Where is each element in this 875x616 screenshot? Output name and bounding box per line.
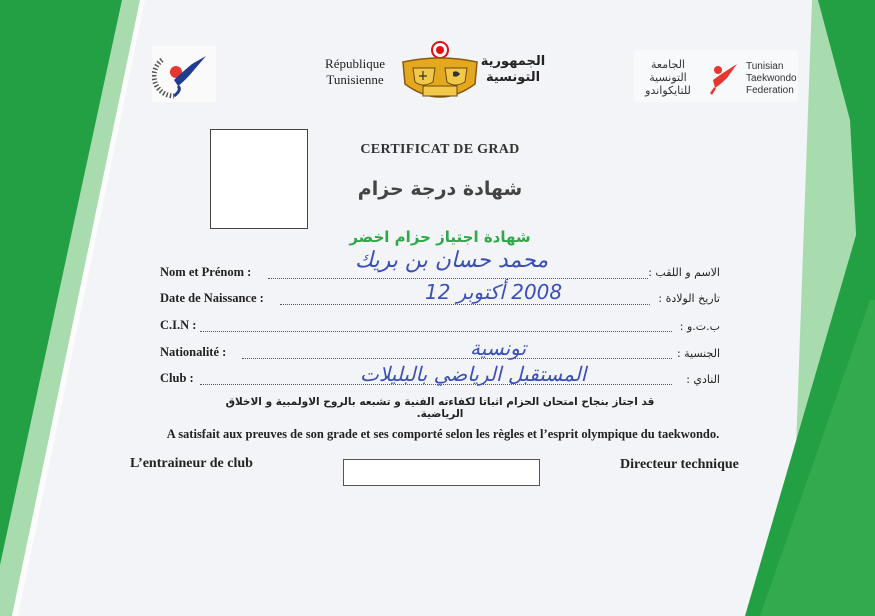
name-value-handwritten: محمد حسان بن بريك bbox=[355, 248, 549, 273]
cin-label-french: C.I.N : bbox=[160, 318, 197, 332]
certificate-title-french: CERTIFICAT DE GRAD bbox=[360, 142, 520, 157]
cin-label-arabic: ب.ت.و : bbox=[679, 320, 720, 333]
green-belt-title: شهادة اجتياز حزام اخضر bbox=[349, 228, 531, 246]
federation-english-name: Tunisian Taekwondo Federation bbox=[746, 61, 797, 96]
name-label-french: Nom et Prénom : bbox=[160, 265, 252, 279]
nationality-label-french: Nationalité : bbox=[160, 345, 227, 359]
federation-emblem bbox=[703, 56, 743, 96]
certificate-title-arabic: شهادة درجة حزام bbox=[357, 178, 523, 200]
director-signature-label: Directeur technique bbox=[620, 457, 739, 472]
tunisia-coat-of-arms bbox=[397, 40, 483, 106]
trainer-signature-label: L’entraineur de club bbox=[130, 456, 253, 471]
cin-dotted-line bbox=[200, 331, 672, 332]
club-value-handwritten: المستقبل الرياضي بالبليلات bbox=[360, 362, 587, 386]
birthdate-label-french: Date de Naissance : bbox=[160, 291, 264, 305]
republic-arabic-name: الجمهورية التونسية bbox=[480, 54, 546, 85]
birthdate-value-handwritten: 2008 أكتوبر 12 bbox=[425, 280, 563, 304]
club-label-french: Club : bbox=[160, 371, 194, 385]
birthdate-label-arabic: تاريخ الولادة : bbox=[658, 292, 720, 305]
oath-text-arabic: قد اجتاز بنجاح امتحان الحزام اثباتا لكفاءته الفنية و تشبعه بالروح الاولمبية و الاخلاق الرياضية. bbox=[225, 396, 655, 420]
world-taekwondo-logo bbox=[152, 46, 216, 102]
nationality-value-handwritten: تونسية bbox=[470, 336, 527, 360]
birthdate-dotted-line bbox=[280, 304, 650, 305]
signature-box bbox=[343, 459, 540, 486]
oath-text-french: A satisfait aux preuves de son grade et ses comporté selon les règles et l’esprit olympique du taekwondo. bbox=[166, 427, 720, 441]
federation-arabic-name: الجامعة التونسية للتايكواندو bbox=[645, 58, 691, 97]
photo-placeholder bbox=[210, 129, 308, 229]
club-label-arabic: النادي : bbox=[686, 373, 720, 386]
nationality-dotted-line bbox=[242, 358, 672, 359]
name-dotted-line bbox=[268, 278, 648, 279]
nationality-label-arabic: الجنسية : bbox=[676, 347, 720, 360]
republic-french-name: République Tunisienne bbox=[325, 56, 385, 87]
name-label-arabic: الاسم و اللقب : bbox=[648, 266, 720, 279]
